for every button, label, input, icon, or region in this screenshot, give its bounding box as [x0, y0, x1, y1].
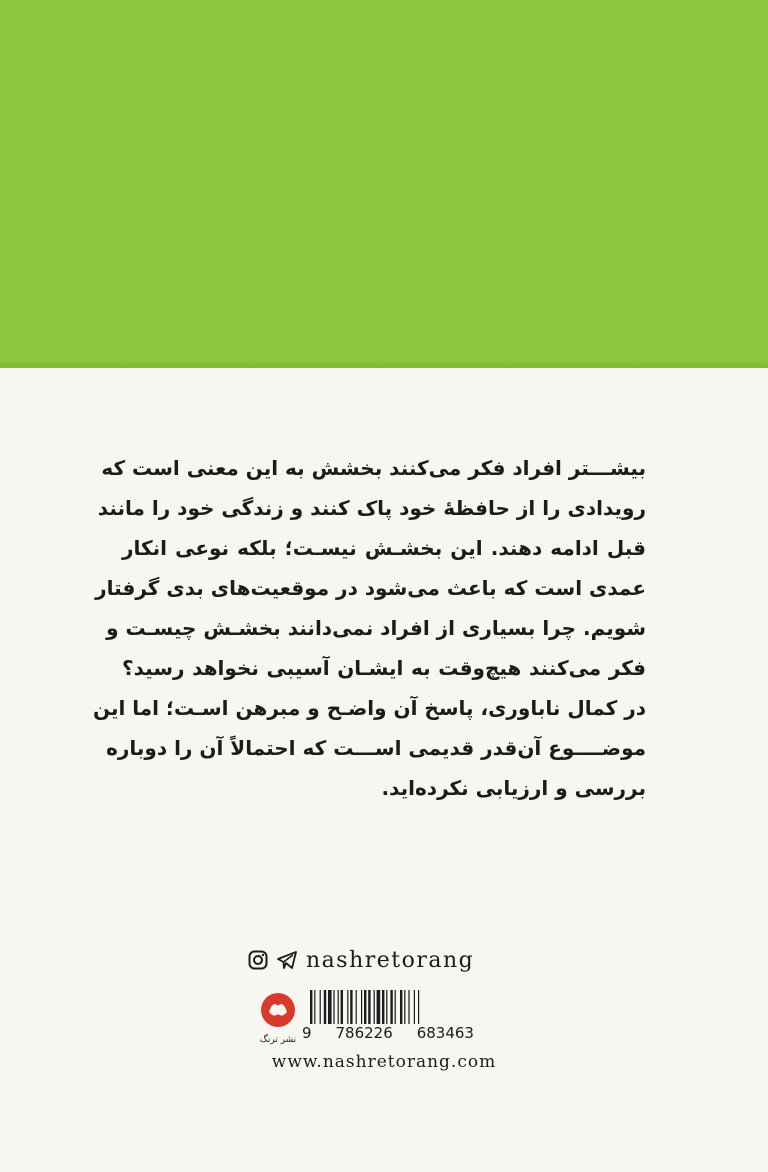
barcode-bar	[377, 990, 381, 1024]
cover-top-band	[0, 0, 768, 368]
barcode-bar	[333, 990, 334, 1024]
barcode-bar	[314, 990, 315, 1024]
barcode-bar	[347, 990, 348, 1024]
barcode-bar	[404, 990, 405, 1024]
publisher-website: www.nashretorang.com	[271, 1052, 497, 1072]
barcode-bar	[356, 990, 357, 1024]
barcode-bar	[341, 990, 343, 1024]
barcode-bar	[368, 990, 370, 1024]
isbn-digit-group: 683463	[416, 1024, 474, 1042]
blurb-line: بیشـــتر افراد فکر می‌کنند بخشش به این معنی است که	[101, 456, 646, 480]
isbn-digit-group: 786226	[335, 1024, 393, 1042]
blurb-line: عمدی است که باعث می‌شود در موقعیت‌های بدی گرفتار	[95, 576, 646, 600]
barcode-bar	[382, 990, 384, 1024]
barcode-bar	[374, 990, 375, 1024]
blurb-line: شویم. چرا بسیاری از افراد نمی‌دانند بخشـش چیسـت و	[106, 616, 646, 640]
blurb-line: موضــــوع آن‌قدر قدیمی اســـت که احتمالاً آن را دوباره	[106, 736, 646, 760]
barcode-bar	[400, 990, 402, 1024]
barcode-bar	[310, 990, 312, 1024]
barcode-bar	[324, 990, 326, 1024]
barcode-bar	[386, 990, 387, 1024]
barcode-bar	[320, 990, 321, 1024]
barcode-bar	[408, 990, 409, 1024]
social-handle-text: nashretorang	[306, 947, 475, 973]
blurb-line: رویدادی را از حافظهٔ خود پاک کنند و زندگی خود را مانند	[97, 496, 646, 520]
publisher-logo-text: نشر ترنگ	[259, 1035, 297, 1045]
isbn-barcode	[308, 990, 474, 1054]
blurb-line: در کمال ناباوری، پاسخ آن واضـح و مبرهن اسـت؛ اما این	[92, 696, 646, 720]
barcode-bar	[395, 990, 396, 1024]
blurb-line: قبل ادامه دهند. این بخشـش نیسـت؛ بلکه نوعی انکار	[122, 536, 646, 560]
barcode-bar	[414, 990, 415, 1024]
barcode-bar	[364, 990, 366, 1024]
cover-band-edge	[0, 362, 768, 368]
barcode-bar	[390, 990, 392, 1024]
telegram-icon	[276, 950, 298, 970]
blurb-line: بررسی و ارزیابی نکرده‌اید.	[381, 776, 646, 800]
isbn-digits	[300, 1024, 476, 1042]
back-cover-blurb	[92, 448, 646, 808]
publisher-logo	[256, 990, 300, 1050]
isbn-digit-group: 9	[302, 1024, 312, 1042]
barcode-bar	[338, 990, 339, 1024]
social-handle	[248, 944, 478, 976]
instagram-icon	[248, 950, 268, 970]
barcode-bar	[361, 990, 362, 1024]
blurb-line: فکر می‌کنند هیچ‌وقت به ایشـان آسیبی نخواهد رسید؟	[122, 656, 646, 680]
barcode-bar	[418, 990, 419, 1024]
barcode-bar	[328, 990, 332, 1024]
barcode-bar	[350, 990, 352, 1024]
